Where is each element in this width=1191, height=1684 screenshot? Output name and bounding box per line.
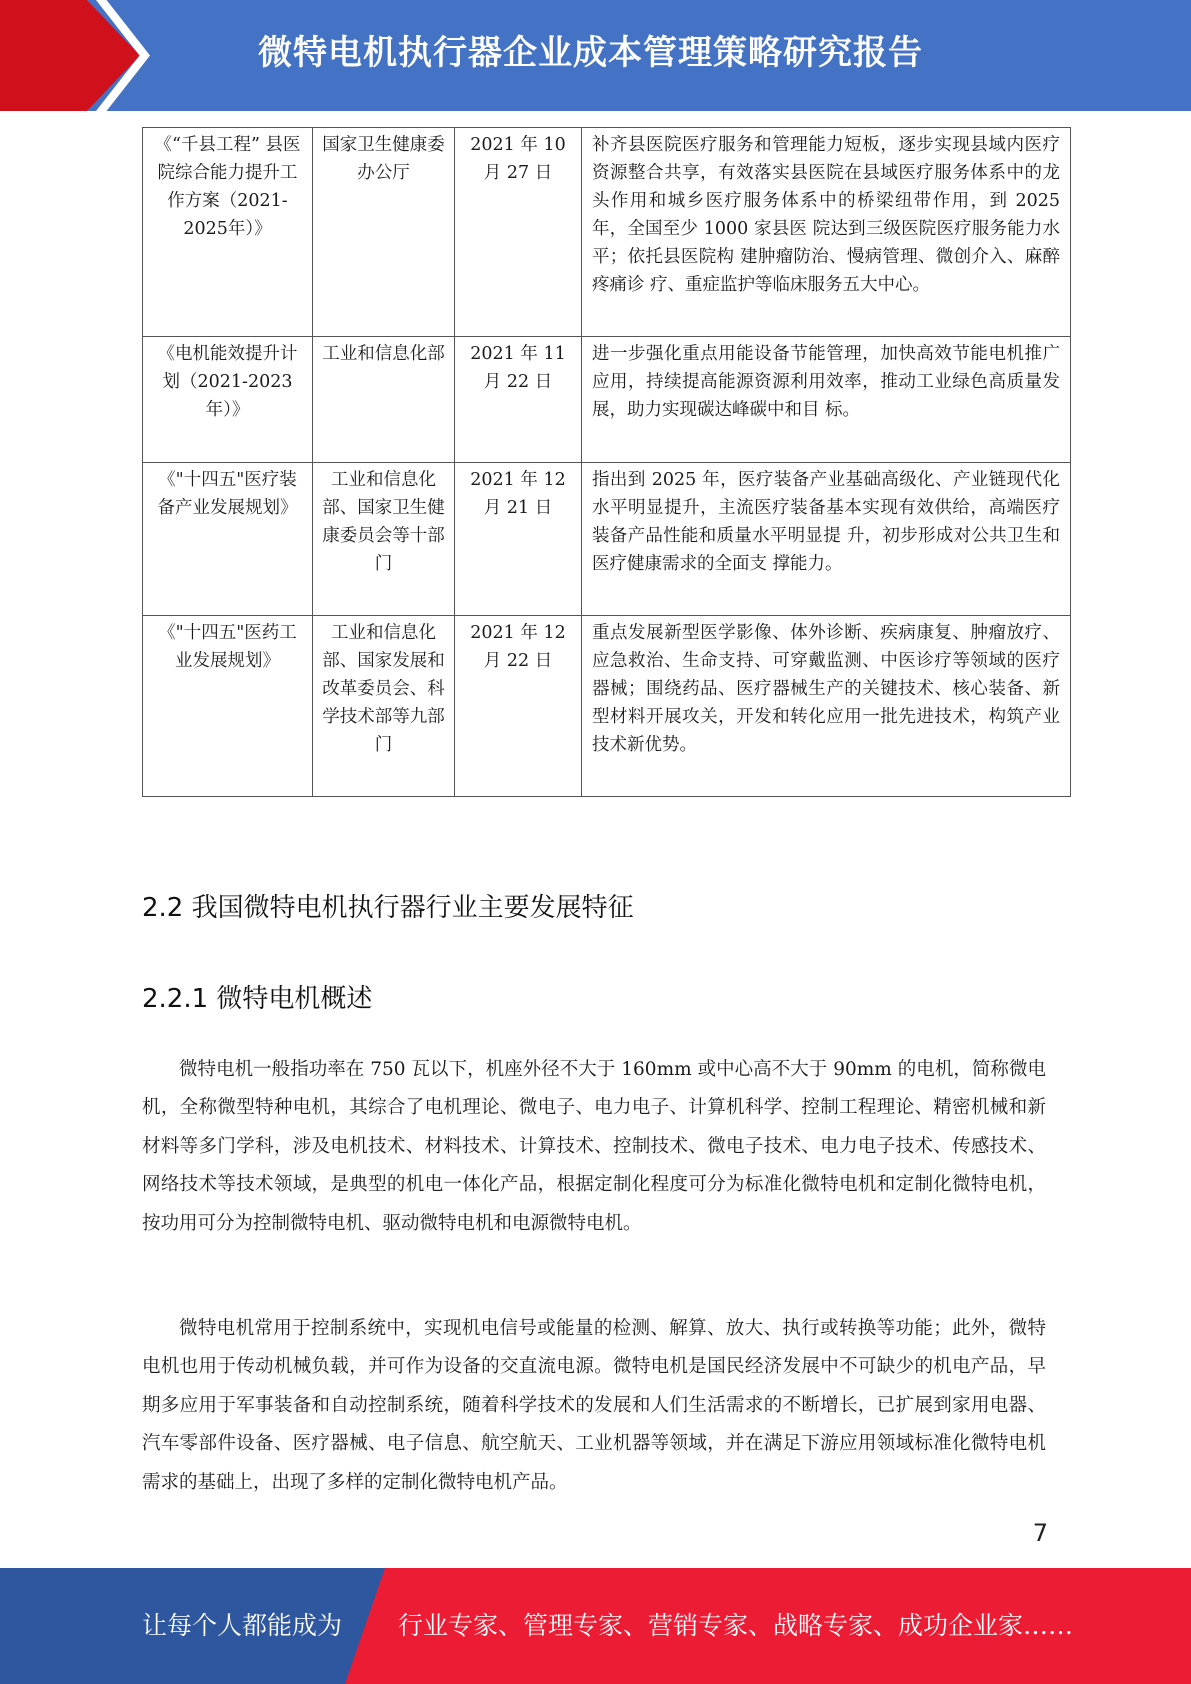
table-row xyxy=(143,463,1071,616)
issue-date-cell: 2021 年 12 月 21 日 xyxy=(455,463,582,616)
subsection-heading: 2.2.1 微特电机概述 xyxy=(142,984,373,1014)
table-row xyxy=(143,616,1071,797)
page-header xyxy=(0,0,1191,111)
issuing-department-cell: 国家卫生健康委办公厅 xyxy=(313,128,455,337)
policy-name-cell: 《“千县工程” 县医院综合能力提升工作方案（2021-2025年）》 xyxy=(143,128,313,337)
page-number: 7 xyxy=(1032,1519,1048,1547)
page-footer xyxy=(0,1568,1191,1684)
body-paragraph: 微特电机一般指功率在 750 瓦以下，机座外径不大于 160mm 或中心高不大于 90mm 的电机，简称微电机，全称微型特种电机，其综合了电机理论、微电子、电力电子、计算机科学、控制工程理论、精密机械和新材料等多门学科，涉及电机技术、材料技术、计算技术、控制技术、微电子技术、电力电子技术、传感技术、网络技术等技术领域，是典型的机电一体化产品，根据定制化程度可分为标准化微特电机和定制化微特电机，按功用可分为控制微特电机、驱动微特电机和电源微特电机。 xyxy=(142,1059,1046,1234)
footer-slogan-left: 让每个人都能成为 xyxy=(142,1611,343,1640)
policy-name-cell: 《"十四五"医药工业发展规划》 xyxy=(143,616,313,797)
body-paragraph: 微特电机常用于控制系统中，实现机电信号或能量的检测、解算、放大、执行或转换等功能；此外，微特电机也用于传动机械负载，并可作为设备的交直流电源。微特电机是国民经济发展中不可缺少的机电产品，早期多应用于军事装备和自动控制系统，随着科学技术的发展和人们生活需求的不断增长，已扩展到家用电器、汽车零部件设备、医疗器械、电子信息、航空航天、工业机器等领域，并在满足下游应用领域标准化微特电机需求的基础上，出现了多样的定制化微特电机产品。 xyxy=(142,1318,1046,1493)
table-row xyxy=(143,337,1071,463)
policy-name-cell: 《电机能效提升计划（2021-2023年）》 xyxy=(143,337,313,463)
policy-content-cell: 补齐县医院医疗服务和管理能力短板，逐步实现县域内医疗资源整合共享，有效落实县医院在县域医疗服务体系中的龙头作用和城乡医疗服务体系中的桥梁纽带作用，到 2025 年，全国至少 1000 家县医 院达到三级医院医疗服务能力水平；依托县医院构 建肿瘤防治、慢病管理、微创介入、麻醉疼痛诊 疗、重症监护等临床服务五大中心。 xyxy=(582,128,1071,337)
issue-date-cell: 2021 年 12 月 22 日 xyxy=(455,616,582,797)
issuing-department-cell: 工业和信息化部 xyxy=(313,337,455,463)
section-heading: 2.2 我国微特电机执行器行业主要发展特征 xyxy=(142,893,634,923)
issue-date-cell: 2021 年 11 月 22 日 xyxy=(455,337,582,463)
policy-name-cell: 《"十四五"医疗装备产业发展规划》 xyxy=(143,463,313,616)
policy-content-cell: 重点发展新型医学影像、体外诊断、疾病康复、肿瘤放疗、应急救治、生命支持、可穿戴监测、中医诊疗等领域的医疗器械；围绕药品、医疗器械生产的关键技术、核心装备、新型材料开展攻关，开发和转化应用一批先进技术，构筑产业技术新优势。 xyxy=(582,616,1071,797)
issuing-department-cell: 工业和信息化部、国家卫生健康委员会等十部门 xyxy=(313,463,455,616)
report-title: 微特电机执行器企业成本管理策略研究报告 xyxy=(258,33,923,73)
issue-date-cell: 2021 年 10 月 27 日 xyxy=(455,128,582,337)
policy-content-cell: 进一步强化重点用能设备节能管理，加快高效节能电机推广应用，持续提高能源资源利用效率，推动工业绿色高质量发展，助力实现碳达峰碳中和目 标。 xyxy=(582,337,1071,463)
policy-table xyxy=(142,127,1071,797)
issuing-department-cell: 工业和信息化部、国家发展和改革委员会、科学技术部等九部门 xyxy=(313,616,455,797)
policy-content-cell: 指出到 2025 年，医疗装备产业基础高级化、产业链现代化水平明显提升，主流医疗装备基本实现有效供给，高端医疗装备产品性能和质量水平明显提 升，初步形成对公共卫生和医疗健康需求的全面支 撑能力。 xyxy=(582,463,1071,616)
footer-slogan-right: 行业专家、管理专家、营销专家、战略专家、成功企业家…… xyxy=(398,1611,1074,1640)
table-row xyxy=(143,128,1071,337)
